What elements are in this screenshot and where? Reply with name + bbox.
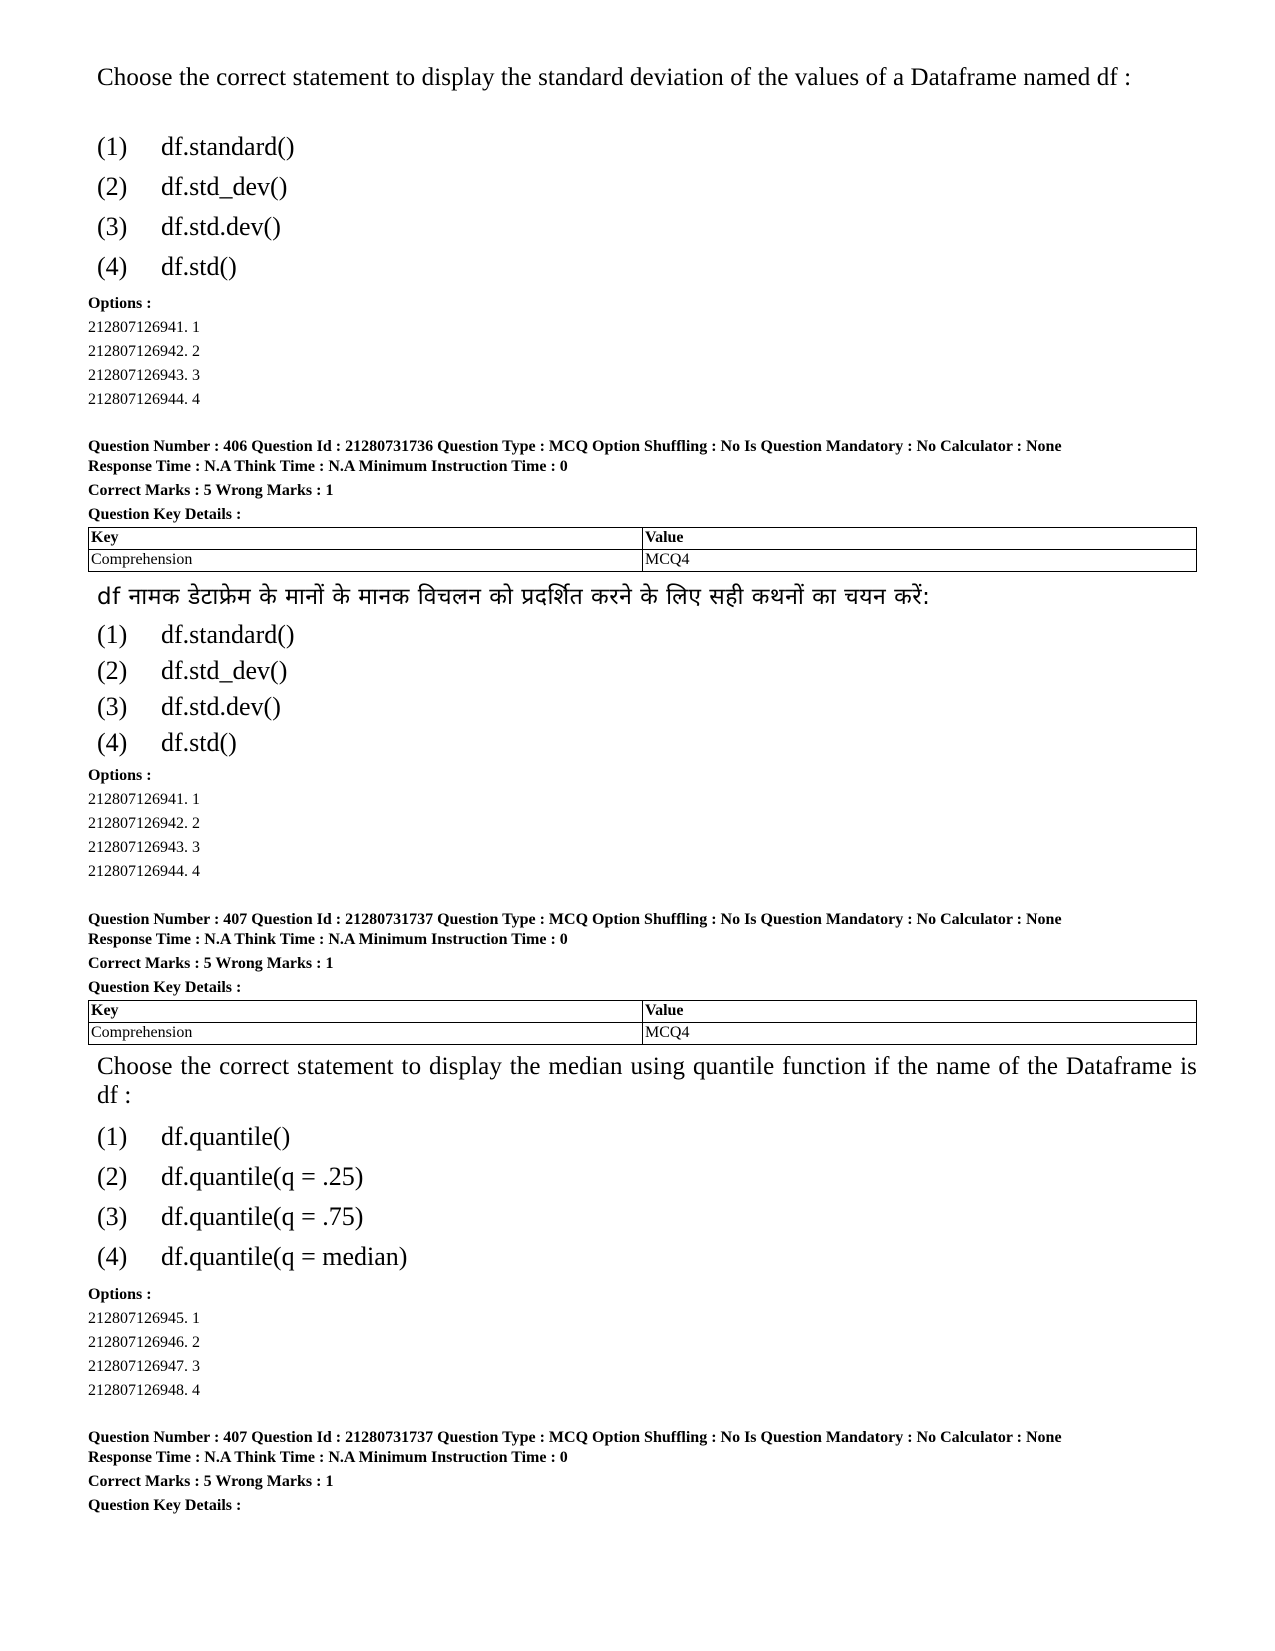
choice-code: df.std_dev() [161,656,288,685]
choice-number: (1) [97,1122,128,1151]
options-block-1 [88,292,200,412]
option-id: 212807126944. 4 [88,863,200,880]
choice-code: df.standard() [161,132,295,161]
question-text-english-3: Choose the correct statement to display the median using quantile function if the name of the Dataframe is df : [97,1053,1197,1109]
options-label: Options : [88,767,152,784]
question-key-table-406 [88,527,1197,572]
option-id: 212807126941. 1 [88,319,200,336]
option-id: 212807126944. 4 [88,391,200,408]
option-id: 212807126943. 3 [88,839,200,856]
meta-line-question-number: Question Number : 406 Question Id : 21280731736 Question Type : MCQ Option Shuffling : No Is Question Mandatory : No Calculator : None [88,438,1062,455]
choice-number: (4) [97,1242,128,1271]
choice-code: df.standard() [161,620,295,649]
options-block-2 [88,764,200,884]
question-meta-406 [88,437,1198,525]
option-id: 212807126946. 2 [88,1334,200,1351]
meta-line-response-time: Response Time : N.A Think Time : N.A Minimum Instruction Time : 0 [88,931,568,948]
choice-number: (2) [97,656,128,685]
question-key-table-407 [88,1000,1197,1045]
choice-code: df.quantile(q = .75) [161,1202,364,1231]
options-label: Options : [88,1286,152,1303]
option-id: 212807126948. 4 [88,1382,200,1399]
table-cell-key: Comprehension [89,1023,643,1045]
choice-code: df.std.dev() [161,212,281,241]
table-header-key: Key [89,1001,643,1023]
choice-number: (3) [97,212,128,241]
table-cell-value: MCQ4 [643,550,1197,572]
question-meta-407-repeat [88,1428,1198,1516]
choice-code: df.std.dev() [161,692,281,721]
choice-number: (3) [97,692,128,721]
table-header-row [89,528,1197,550]
meta-line-key-details: Question Key Details : [88,979,242,996]
options-label: Options : [88,295,152,312]
option-id: 212807126945. 1 [88,1310,200,1327]
choice-number: (2) [97,1162,128,1191]
table-header-value: Value [643,1001,1197,1023]
table-row [89,550,1197,572]
meta-line-question-number: Question Number : 407 Question Id : 21280731737 Question Type : MCQ Option Shuffling : No Is Question Mandatory : No Calculator : None [88,911,1062,928]
meta-line-marks: Correct Marks : 5 Wrong Marks : 1 [88,955,334,972]
option-id: 212807126941. 1 [88,791,200,808]
choice-code: df.quantile(q = .25) [161,1162,364,1191]
meta-line-question-number: Question Number : 407 Question Id : 21280731737 Question Type : MCQ Option Shuffling : No Is Question Mandatory : No Calculator : None [88,1429,1062,1446]
choice-number: (4) [97,252,128,281]
question-meta-407 [88,910,1198,998]
table-row [89,1023,1197,1045]
choice-code: df.quantile(q = median) [161,1242,408,1271]
option-id: 212807126942. 2 [88,815,200,832]
meta-line-marks: Correct Marks : 5 Wrong Marks : 1 [88,1473,334,1490]
meta-line-key-details: Question Key Details : [88,506,242,523]
choice-code: df.std() [161,728,237,757]
option-id: 212807126947. 3 [88,1358,200,1375]
meta-line-response-time: Response Time : N.A Think Time : N.A Minimum Instruction Time : 0 [88,1449,568,1466]
meta-line-key-details: Question Key Details : [88,1497,242,1514]
choice-code: df.std() [161,252,237,281]
meta-line-response-time: Response Time : N.A Think Time : N.A Minimum Instruction Time : 0 [88,458,568,475]
options-block-3 [88,1283,200,1403]
table-header-value: Value [643,528,1197,550]
table-cell-key: Comprehension [89,550,643,572]
choice-number: (3) [97,1202,128,1231]
table-cell-value: MCQ4 [643,1023,1197,1045]
choice-number: (4) [97,728,128,757]
question-text-hindi: df नामक डेटाफ्रेम के मानों के मानक विचलन को प्रदर्शित करने के लिए सही कथनों का चयन करें: [97,584,931,610]
table-header-key: Key [89,528,643,550]
option-id: 212807126943. 3 [88,367,200,384]
choice-code: df.quantile() [161,1122,291,1151]
choice-number: (2) [97,172,128,201]
meta-line-marks: Correct Marks : 5 Wrong Marks : 1 [88,482,334,499]
choice-number: (1) [97,132,128,161]
choice-number: (1) [97,620,128,649]
table-header-row [89,1001,1197,1023]
choice-code: df.std_dev() [161,172,288,201]
option-id: 212807126942. 2 [88,343,200,360]
question-text-english-1: Choose the correct statement to display the standard deviation of the values of a Dataframe named df : [97,64,1132,91]
